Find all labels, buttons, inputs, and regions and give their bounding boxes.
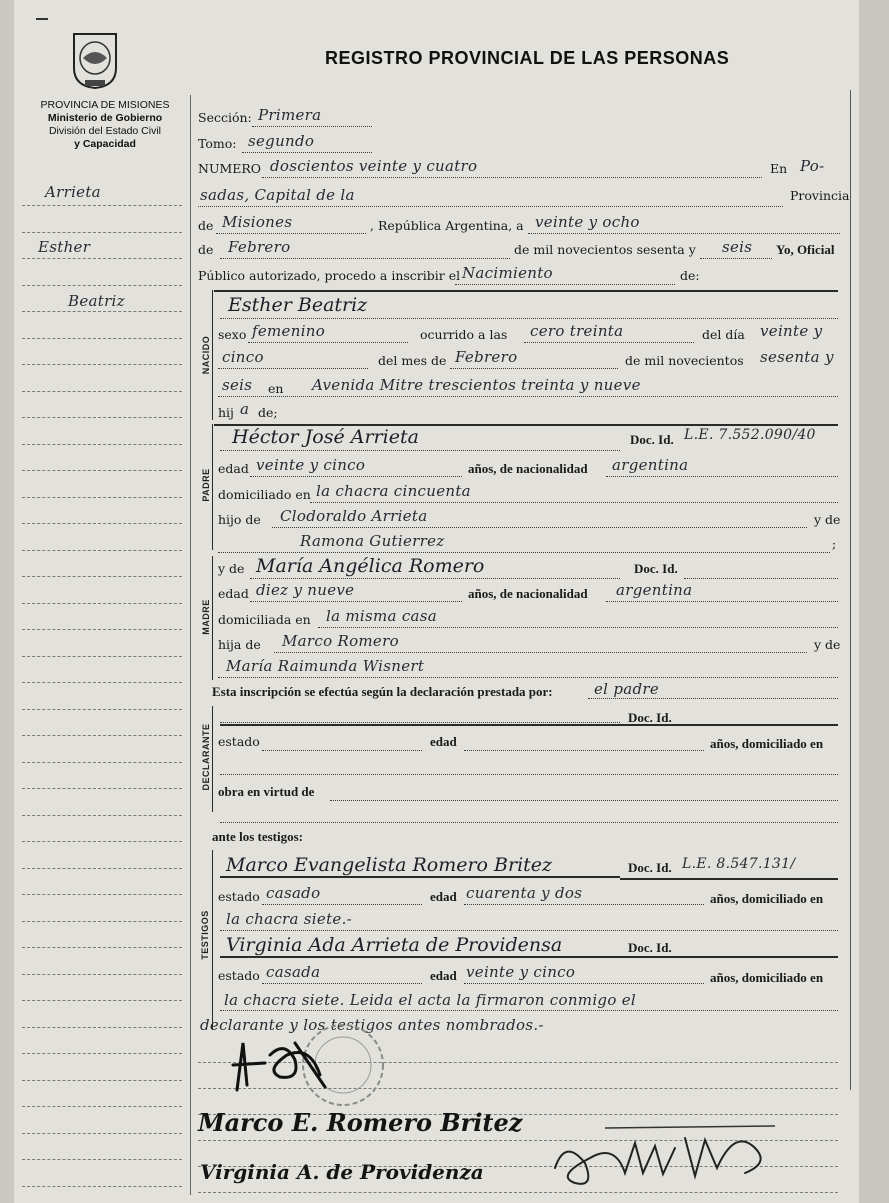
witness2-signature: Virginia A. de Providenza	[200, 1160, 484, 1184]
nacido-section-label: NACIDO	[201, 335, 211, 375]
testigo2-estado-value: casada	[266, 963, 321, 981]
sexo-label: sexo	[218, 327, 247, 342]
padre-edad-value: veinte y cinco	[256, 456, 366, 474]
margin-rule-line	[22, 417, 182, 418]
de-label: de	[198, 218, 214, 233]
margin-rule-line	[22, 232, 182, 233]
seccion-label: Sección:	[198, 110, 252, 125]
testigo2-name: Virginia Ada Arrieta de Providensa	[226, 934, 563, 956]
padre-name-underline	[220, 450, 620, 451]
margin-middle-name: Beatriz	[68, 292, 125, 310]
declarante-name-underline	[220, 722, 620, 723]
testigo1-doc-label: Doc. Id.	[628, 860, 672, 875]
en-label: En	[770, 161, 788, 176]
testigos-section-label: TESTIGOS	[200, 910, 210, 960]
declarante-bracket	[212, 706, 213, 812]
margin-rule-line	[22, 311, 182, 312]
margin-rule-line	[22, 550, 182, 551]
margin-rule-line	[22, 1133, 182, 1134]
declaracion-text: Esta inscripción se efectúa según la declaración prestada por:	[212, 684, 553, 699]
numero-label: NUMERO	[198, 161, 262, 176]
madre-edad-label: edad	[218, 586, 249, 601]
testigo1-doc-rule	[620, 878, 838, 880]
year-label: de mil novecientos sesenta y	[514, 242, 696, 257]
sexo-value: femenino	[252, 322, 326, 340]
en-lugar-label: en	[268, 381, 284, 396]
numero-underline	[262, 177, 762, 178]
madre-yde-label: y de	[218, 561, 245, 576]
issuer-block	[20, 99, 190, 151]
act-value: Nacimiento	[462, 264, 553, 282]
padre-yde-label: y de	[814, 512, 841, 527]
testigos-bracket	[212, 850, 213, 1030]
witness1-signature: Marco E. Romero Britez	[198, 1108, 523, 1137]
official-signature-icon	[225, 1035, 335, 1095]
corner-mark	[36, 6, 48, 20]
ocurrido-label: ocurrido a las	[420, 327, 508, 342]
tomo-label: Tomo:	[198, 136, 237, 151]
declarante-anios-label: años, domiciliado en	[710, 736, 824, 751]
margin-rule-line	[22, 868, 182, 869]
closing-text: declarante y los testigos antes nombrados.-	[200, 1016, 544, 1034]
margin-rule-line	[22, 682, 182, 683]
margin-rule-line	[22, 1027, 182, 1028]
day-value: veinte y ocho	[535, 213, 640, 231]
division-label: División del Estado Civil	[48, 125, 162, 137]
provincia-label: Provincia	[790, 188, 850, 203]
hij-label: hij	[218, 405, 234, 420]
en-value: Po-	[800, 157, 825, 175]
division-label-2: y Capacidad	[74, 138, 136, 150]
margin-rule-line	[22, 258, 182, 259]
ministry-label: Ministerio de Gobierno	[47, 112, 163, 124]
padre-semicolon: ;	[832, 536, 837, 551]
margin-rule-line	[22, 815, 182, 816]
padre-madre-value: Ramona Gutierrez	[300, 532, 445, 550]
padre-bracket	[212, 424, 213, 550]
nacido-bracket	[212, 290, 213, 420]
declarante-estado-label: estado	[218, 734, 260, 749]
margin-rule-line	[22, 603, 182, 604]
margin-rule-line	[22, 364, 182, 365]
margin-rule-line	[22, 1159, 182, 1160]
hora-value: cero treinta	[530, 322, 624, 340]
act-underline	[455, 284, 675, 285]
declarante-doc-label: Doc. Id.	[628, 710, 672, 725]
de-underline	[216, 233, 366, 234]
madre-bracket	[212, 556, 213, 680]
margin-rule-line	[22, 285, 182, 286]
margin-rule-line	[22, 1080, 182, 1081]
padre-domicilio-value: la chacra cincuenta	[316, 482, 471, 500]
page-edge-right	[859, 0, 889, 1203]
page-title: REGISTRO PROVINCIAL DE LAS PERSONAS	[325, 48, 730, 68]
place-underline	[198, 206, 783, 207]
testigo1-doc-value: L.E. 8.547.131/	[682, 856, 796, 872]
padre-doc-label: Doc. Id.	[630, 432, 674, 447]
margin-rule-line	[22, 497, 182, 498]
numero-value: doscientos veinte y cuatro	[270, 157, 478, 175]
margin-rule-line	[22, 576, 182, 577]
lugar-underline	[218, 396, 838, 397]
margin-surname: Arrieta	[45, 183, 101, 201]
testigo1-domicilio: la chacra siete.-	[226, 910, 353, 928]
del-dia-label: del día	[702, 327, 745, 342]
testigo2-estado-label: estado	[218, 968, 260, 983]
madre-edad-value: diez y nueve	[256, 581, 355, 599]
testigo2-edad-label: edad	[430, 968, 457, 983]
mil-label: de mil novecientos	[625, 353, 744, 368]
madre-nac-label: años, de nacionalidad	[468, 586, 588, 601]
madre-domicilio-label: domiciliada en	[218, 612, 311, 627]
margin-rule-line	[22, 656, 182, 657]
declarante-obra-label: obra en virtud de	[218, 784, 315, 799]
testigo2-estado-underline	[262, 983, 422, 984]
testigo2-edad-underline	[464, 983, 704, 984]
madre-nac-value: argentina	[616, 581, 693, 599]
margin-rule-line	[22, 894, 182, 895]
declarante-estado-underline	[262, 750, 422, 751]
seccion-value: Primera	[258, 106, 322, 124]
testigo1-name: Marco Evangelista Romero Britez	[226, 854, 553, 876]
margin-rule-line	[22, 338, 182, 339]
madre-domicilio-value: la misma casa	[326, 607, 438, 625]
madre-edad-underline	[250, 601, 462, 602]
day-underline	[528, 233, 840, 234]
republica-label: , República Argentina, a	[370, 218, 524, 233]
year-underline	[700, 258, 772, 259]
hij-de-label: de;	[258, 405, 278, 420]
province-label: PROVINCIA DE MISIONES	[40, 99, 170, 111]
declarante-top-rule	[220, 724, 838, 726]
margin-rule-line	[22, 974, 182, 975]
testigo2-name-rule	[220, 956, 838, 958]
declarante-domicilio-underline	[220, 774, 838, 775]
madre-section-label: MADRE	[201, 599, 211, 635]
padre-name: Héctor José Arrieta	[232, 426, 419, 448]
margin-rule-line	[22, 1106, 182, 1107]
hij-value: a	[240, 400, 250, 418]
madre-nac-underline	[606, 601, 838, 602]
madre-doc-label: Doc. Id.	[634, 561, 678, 576]
tomo-underline	[242, 152, 372, 153]
madre-hija-underline	[274, 652, 807, 653]
testigo1-edad-label: edad	[430, 889, 457, 904]
mes-label: del mes de	[378, 353, 447, 368]
margin-rule-line	[22, 788, 182, 789]
declaracion-underline	[588, 698, 838, 699]
declarant-signature-icon	[545, 1118, 785, 1198]
margin-rule-line	[22, 841, 182, 842]
year-value: seis	[722, 238, 753, 256]
margin-rule-line	[22, 205, 182, 206]
padre-hijo-label: hijo de	[218, 512, 261, 527]
anio-value: sesenta y	[760, 348, 834, 366]
madre-abuela-underline	[218, 677, 838, 678]
margin-rule-line	[22, 1000, 182, 1001]
padre-nac-value: argentina	[612, 456, 689, 474]
declaracion-value: el padre	[594, 680, 660, 698]
de3-label: de:	[680, 268, 700, 283]
declarante-edad-underline	[464, 750, 704, 751]
place-value: sadas, Capital de la	[200, 186, 355, 204]
testigo1-estado-value: casado	[266, 884, 321, 902]
testigo2-doc-label: Doc. Id.	[628, 940, 672, 955]
margin-rule-line	[22, 523, 182, 524]
sexo-underline	[248, 342, 408, 343]
padre-nac-underline	[606, 476, 838, 477]
testigo1-edad-value: cuarenta y dos	[466, 884, 583, 902]
testigo1-estado-label: estado	[218, 889, 260, 904]
seccion-underline	[252, 126, 372, 127]
publico-label: Público autorizado, procedo a inscribir el	[198, 268, 461, 283]
mes-value: Febrero	[455, 348, 518, 366]
testigo2-domicilio: la chacra siete. Leida el acta la firmaron conmigo el	[224, 991, 636, 1009]
testigo1-edad-underline	[464, 904, 704, 905]
dia-value-2: cinco	[222, 348, 264, 366]
testigo1-estado-underline	[262, 904, 422, 905]
anio-value-2: seis	[222, 376, 253, 394]
dia-value: veinte y	[760, 322, 823, 340]
padre-doc-value: L.E. 7.552.090/40	[684, 427, 816, 443]
padre-nac-label: años, de nacionalidad	[468, 461, 588, 476]
province-seal-icon	[68, 28, 122, 90]
column-divider	[190, 95, 191, 1195]
madre-domicilio-underline	[318, 627, 838, 628]
madre-yde2-label: y de	[814, 637, 841, 652]
madre-hija-value: Marco Romero	[282, 632, 399, 650]
nacido-name-underline	[220, 318, 838, 319]
margin-rule-line	[22, 470, 182, 471]
margin-rule-line	[22, 762, 182, 763]
nacido-top-rule	[214, 290, 838, 292]
month-value: Febrero	[228, 238, 291, 256]
margin-rule-line	[22, 629, 182, 630]
margin-rule-line	[22, 1186, 182, 1187]
hora-underline	[524, 342, 694, 343]
madre-doc-underline	[684, 578, 838, 579]
tomo-value: segundo	[248, 132, 315, 150]
testigo1-anios-label: años, domiciliado en	[710, 891, 824, 906]
margin-rule-line	[22, 1053, 182, 1054]
madre-abuela-value: María Raimunda Wisnert	[226, 657, 425, 675]
declarante-obra-underline	[330, 800, 838, 801]
de2-label: de	[198, 242, 214, 257]
margin-first-name: Esther	[38, 238, 91, 256]
padre-madre-underline	[218, 552, 830, 553]
padre-domicilio-label: domiciliado en	[218, 487, 311, 502]
testigo2-anios-label: años, domiciliado en	[710, 970, 824, 985]
testigos-intro: ante los testigos:	[212, 829, 303, 844]
oficial-label: Yo, Oficial	[776, 242, 835, 257]
padre-hijo-underline	[272, 527, 807, 528]
margin-rule-line	[22, 444, 182, 445]
margin-rule-line	[22, 709, 182, 710]
testigo2-domicilio-underline	[220, 1010, 838, 1011]
padre-edad-underline	[250, 476, 462, 477]
de-value: Misiones	[222, 213, 293, 231]
testigo1-name-rule	[220, 876, 620, 878]
month-underline	[220, 258, 510, 259]
lugar-value: Avenida Mitre trescientos treinta y nueve	[312, 376, 641, 394]
madre-hija-label: hija de	[218, 637, 261, 652]
padre-section-label: PADRE	[201, 468, 211, 502]
page-edge	[0, 0, 14, 1203]
margin-rule-line	[22, 735, 182, 736]
declarante-edad-label: edad	[430, 734, 457, 749]
testigo2-edad-value: veinte y cinco	[466, 963, 576, 981]
dia-underline	[218, 368, 368, 369]
mes-underline	[450, 368, 618, 369]
testigo1-domicilio-underline	[220, 930, 838, 931]
padre-domicilio-underline	[310, 502, 838, 503]
padre-hijo-value: Clodoraldo Arrieta	[280, 507, 428, 525]
declarante-section-label: DECLARANTE	[201, 723, 211, 791]
right-border	[850, 90, 851, 1090]
padre-edad-label: edad	[218, 461, 249, 476]
declarante-extra-underline	[220, 822, 838, 823]
madre-name: María Angélica Romero	[256, 555, 485, 577]
margin-rule-line	[22, 391, 182, 392]
madre-name-underline	[250, 578, 620, 579]
nacido-name: Esther Beatriz	[228, 294, 368, 316]
margin-rule-line	[22, 921, 182, 922]
margin-rule-line	[22, 947, 182, 948]
